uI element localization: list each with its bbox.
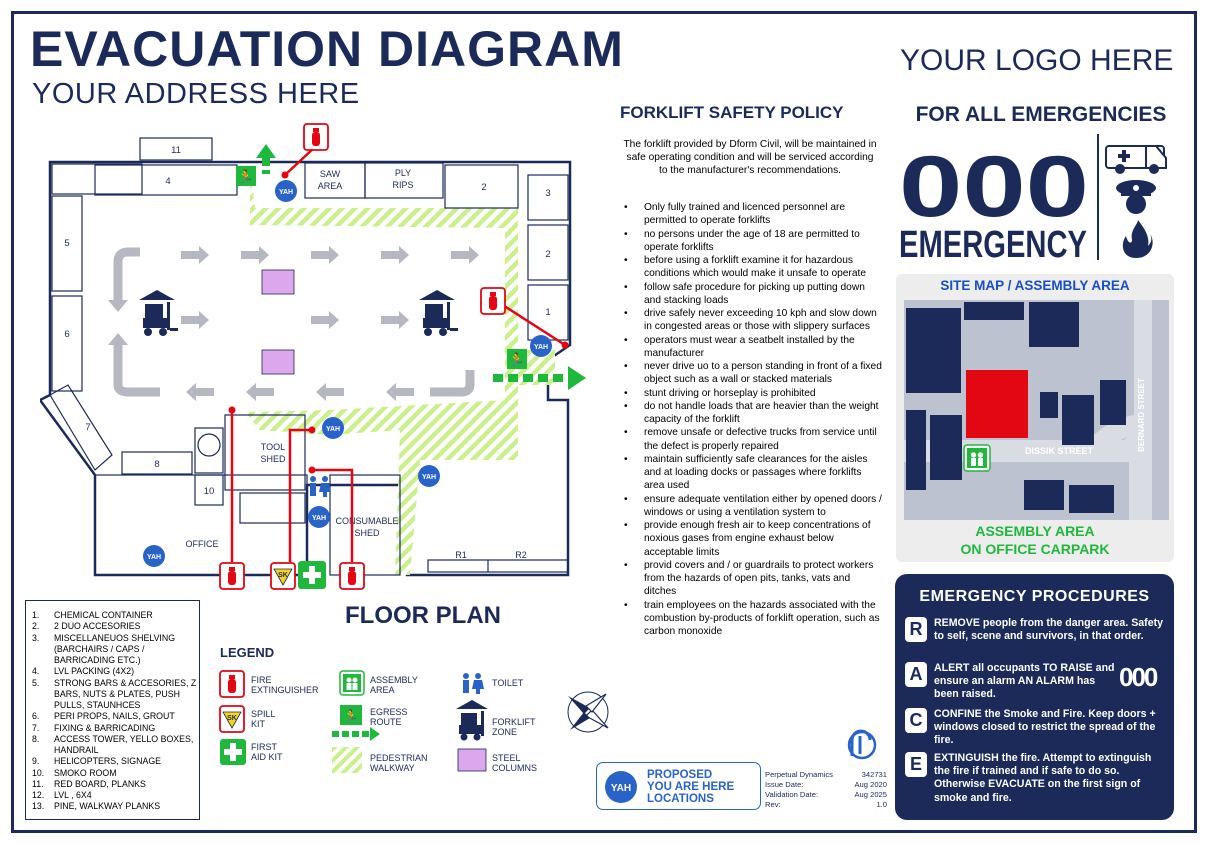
exit-sign-icon xyxy=(507,349,527,369)
site-map-drawing xyxy=(904,300,1169,520)
step-letter: E xyxy=(905,752,927,777)
tool-shed-label-2: SHED xyxy=(260,454,286,464)
legend-toilet-label: TOILET xyxy=(492,678,524,688)
policy-item: • ensure adequate ventilation either by opened doors / windows or using a ventilation system to xyxy=(622,493,884,520)
key-item xyxy=(32,723,200,734)
step-text: CONFINE the Smoke and Fire. Keep doors + windows closed to restrict the spread of the fire. xyxy=(934,708,1156,747)
step-letter: C xyxy=(905,708,927,733)
key-number: 9. xyxy=(32,756,40,767)
step-letter: A xyxy=(905,662,927,687)
svg-text:YAH: YAH xyxy=(325,426,341,433)
tool-shed-label: TOOL xyxy=(260,442,286,452)
svg-text:YAH: YAH xyxy=(610,783,632,794)
you-are-here-marker xyxy=(143,545,165,567)
legend-spill-label: SPILL KIT xyxy=(251,709,276,729)
policy-item: • drive safely never exceeding 10 kph and slow down in congested areas or those with slippery surfaces xyxy=(622,307,884,334)
emergency-procedures xyxy=(895,574,1174,820)
policy-item: • remove unsafe or defective trucks from service until the defect is properly repaired xyxy=(622,426,884,453)
consumable-label: CONSUMABLE xyxy=(335,516,399,526)
key-item xyxy=(32,734,200,757)
key-number: 7. xyxy=(32,722,40,733)
legend-walkway-label: PEDESTRIAN WALKWAY xyxy=(370,753,428,773)
site-map xyxy=(896,274,1174,562)
key-text: LVL PACKING (4X2) xyxy=(54,666,135,677)
policy-item: • never drive uo to a person standing in front of a fixed object such as a wall or stacked materials xyxy=(622,360,884,387)
key-text: CHEMICAL CONTAINER xyxy=(54,610,153,620)
validation-label: Validation Date: xyxy=(765,789,819,799)
key-number: 3. xyxy=(32,632,40,643)
legend-fire-label: FIRE EXTINGUISHER xyxy=(251,675,319,695)
logo-placeholder: YOUR LOGO HERE xyxy=(900,44,1174,77)
policy-item: • do not handle loads that are heavier than the weight capacity of the forklift xyxy=(622,400,884,427)
emergency-number: 000 xyxy=(899,139,1089,235)
svg-text:🏃: 🏃 xyxy=(343,709,359,723)
key-number: 11. xyxy=(32,778,44,789)
key-text: ACCESS TOWER, YELLO BOXES, HANDRAIL xyxy=(54,733,194,755)
legend-steel-label: STEEL COLUMNS xyxy=(492,753,538,773)
emergency-heading: FOR ALL EMERGENCIES xyxy=(915,103,1167,126)
you-are-here-marker xyxy=(530,335,552,357)
key-item xyxy=(32,621,200,632)
num-8: 8 xyxy=(154,459,160,470)
policy-item: • train employees on the hazards associated with the combustion by-products of forklift operation, such as carbon monoxide xyxy=(622,599,884,639)
key-item xyxy=(32,756,200,767)
validation-date: Aug 2025 xyxy=(854,789,887,799)
key-number: 10. xyxy=(32,767,45,778)
toilet-icon xyxy=(463,673,484,694)
doc-number: 342731 xyxy=(861,770,887,779)
policy-item: • before using a forklift examine it for hazardous conditions which would make it unsafe to operate xyxy=(622,254,884,281)
policy-item: • provide enough fresh air to keep concentrations of noxious gases from engine exhaust below acceptable limits xyxy=(622,519,884,559)
key-item xyxy=(32,678,200,712)
office-label: OFFICE xyxy=(185,539,219,549)
key-number: 1. xyxy=(32,610,40,620)
fire-extinguisher-icon xyxy=(340,563,364,589)
fire-icon xyxy=(1123,220,1153,258)
spill-kit-icon xyxy=(220,706,244,732)
svg-text:SK: SK xyxy=(227,715,237,722)
key-number: 13. xyxy=(32,801,45,812)
saw-label-2: AREA xyxy=(317,181,343,191)
num-5: 5 xyxy=(64,238,70,249)
issue-date: Aug 2020 xyxy=(854,779,887,789)
legend-assembly-label: ASSEMBLY AREA xyxy=(370,675,418,695)
north-compass-icon xyxy=(560,684,616,740)
key-text: SMOKO ROOM xyxy=(54,767,117,778)
yah-locations-note xyxy=(596,762,761,810)
num-2b: 2 xyxy=(545,249,551,260)
key-text: HELICOPTERS, SIGNAGE xyxy=(54,756,162,767)
address-text: YOUR ADDRESS HERE xyxy=(32,78,360,110)
assembly-area-line2: ON OFFICE CARPARK xyxy=(960,540,1110,557)
saw-label: SAW xyxy=(319,169,341,179)
steel-column-swatch xyxy=(458,749,486,771)
num-4: 4 xyxy=(165,176,171,187)
fire-extinguisher-icon xyxy=(220,563,244,589)
r2-label: R2 xyxy=(515,550,527,560)
svg-text:YAH: YAH xyxy=(421,474,437,481)
ambulance-icon xyxy=(1106,146,1166,174)
floor-plan-map xyxy=(40,118,600,598)
key-text: RED BOARD, PLANKS xyxy=(54,778,146,789)
step-text: EXTINGUISH the fire. Attempt to extinguish the fire if trained and if safe to do so. Otherwise EVACUATE on the first sign of smoke and fire. xyxy=(934,752,1152,804)
legend-forklift-label: FORKLIFT ZONE xyxy=(492,717,536,737)
svg-text:🏃: 🏃 xyxy=(508,352,526,367)
spill-kit-label: SK xyxy=(278,572,288,579)
assembly-area-line1: ASSEMBLY AREA xyxy=(975,523,1095,539)
spill-kit-icon xyxy=(271,563,295,589)
key-number: 12. xyxy=(32,790,45,800)
step-text: ALERT all occupants TO RAISE and ensure an alarm AN ALARM has been raised. xyxy=(934,662,1115,701)
key-item xyxy=(32,666,200,677)
key-item xyxy=(32,790,200,801)
key-number: 6. xyxy=(32,711,40,722)
svg-text:YAH: YAH xyxy=(278,189,294,196)
steel-column xyxy=(262,350,294,374)
you-are-here-marker xyxy=(418,465,440,487)
site-map-title: SITE MAP / ASSEMBLY AREA xyxy=(940,278,1130,293)
alarm-number: 000 xyxy=(1119,662,1157,692)
svg-text:YAH: YAH xyxy=(533,344,549,351)
walkway-swatch xyxy=(332,747,362,773)
legend-aid-label: FIRST AID KIT xyxy=(251,742,283,762)
key-number: 8. xyxy=(32,733,40,744)
storage-key-list xyxy=(32,610,200,813)
revision: 1.0 xyxy=(876,799,887,809)
key-text: FIXING & BARRICADING xyxy=(54,722,156,733)
svg-text:YAH: YAH xyxy=(146,554,162,561)
key-text: 2 DUO ACCESORIES xyxy=(54,621,141,632)
first-aid-icon xyxy=(220,739,246,765)
policy-list xyxy=(622,201,884,638)
issue-label: Issue Date: xyxy=(765,779,804,789)
key-text: MISCELLANEUOS SHELVING (BARCHAIRS / CAPS / BARRICADING ETC.) xyxy=(54,632,176,665)
policy-item: • Only fully trained and licenced personnel are permitted to operate forklifts xyxy=(622,201,884,228)
yah-line3: LOCATIONS xyxy=(647,793,714,806)
company-logo-icon xyxy=(842,726,880,764)
key-text: PERI PROPS, NAILS, GROUT xyxy=(54,711,175,722)
key-number: 4. xyxy=(32,666,40,677)
you-are-here-marker xyxy=(322,417,344,439)
steel-column xyxy=(262,270,294,294)
assembly-area-icon xyxy=(340,671,364,695)
storage-key xyxy=(25,600,200,820)
policy-item: • provid covers and / or guardrails to protect workers from the hazards of open pits, tanks, vats and ditches xyxy=(622,559,884,599)
policy-item: • no persons under the age of 18 are permitted to operate forklifts xyxy=(622,228,884,255)
yah-marker-icon xyxy=(603,769,639,805)
you-are-here-marker xyxy=(308,506,330,528)
svg-text:🏃: 🏃 xyxy=(237,169,255,184)
forklift-zone-icon xyxy=(456,700,488,741)
fire-extinguisher-icon xyxy=(220,671,244,697)
num-11: 11 xyxy=(171,145,181,156)
num-2a: 2 xyxy=(481,182,487,193)
yah-line2: YOU ARE HERE xyxy=(647,781,735,794)
emergency-word: EMERGENCY xyxy=(899,224,1087,264)
ply-label-2: RIPS xyxy=(392,180,414,190)
legend-egress-label: EGRESS ROUTE xyxy=(370,707,408,727)
num-7: 7 xyxy=(85,422,91,433)
key-item xyxy=(32,633,200,667)
key-item xyxy=(32,610,200,621)
policy-intro: The forklift provided by Dform Civil, will be maintained in safe operating condition and will be serviced according to the manufacturer's recommendations. xyxy=(623,139,877,177)
policy-title: FORKLIFT SAFETY POLICY xyxy=(620,103,844,122)
key-item xyxy=(32,768,200,779)
you-are-here-marker xyxy=(275,180,297,202)
num-6: 6 xyxy=(64,329,70,340)
floor-plan-title: FLOOR PLAN xyxy=(345,602,501,629)
company-name: Perpetual Dynamics xyxy=(765,770,833,779)
policy-item: • operators must wear a seatbelt installed by the manufacturer xyxy=(622,334,884,361)
key-item xyxy=(32,711,200,722)
key-number: 2. xyxy=(32,621,40,632)
policy-item: • follow safe procedure for picking up putting down and stacking loads xyxy=(622,281,884,308)
svg-text:YAH: YAH xyxy=(311,515,327,522)
policy-item: • stunt driving or horseplay is prohibited xyxy=(622,387,884,400)
police-icon xyxy=(1116,180,1156,214)
num-10: 10 xyxy=(203,486,215,497)
procedures-title: EMERGENCY PROCEDURES xyxy=(919,588,1150,605)
step-letter: R xyxy=(905,617,927,642)
fire-extinguisher-icon xyxy=(304,124,328,150)
rev-label: Rev: xyxy=(765,799,781,809)
r1-label: R1 xyxy=(455,550,467,560)
step-text: REMOVE people from the danger area. Safety to self, scene and survivors, in that order. xyxy=(934,617,1164,643)
key-number: 5. xyxy=(32,677,40,688)
num-3: 3 xyxy=(545,188,551,199)
yah-line1: PROPOSED xyxy=(647,769,713,781)
assembly-area-icon xyxy=(964,445,990,471)
key-text: STRONG BARS & ACCESORIES, Z BARS, NUTS & PLATES, PUSH PULLS, STAUNHCES xyxy=(54,677,197,710)
policy-item: • maintain sufficiently safe clearances for the aisles and at loading docks or passages where forklifts area used xyxy=(622,453,884,493)
fire-extinguisher-icon xyxy=(481,288,505,314)
key-item xyxy=(32,779,200,790)
num-1: 1 xyxy=(545,307,551,318)
bernard-street-label: BERNARD STREET xyxy=(1137,378,1146,452)
exit-sign-icon xyxy=(236,166,256,186)
dissik-street-label: DISSIK STREET xyxy=(1024,446,1094,456)
legend-title: LEGEND xyxy=(220,645,275,660)
key-text: PINE, WALKWAY PLANKS xyxy=(54,801,161,812)
ply-label: PLY xyxy=(394,168,412,178)
key-text: LVL , 6X4 xyxy=(54,790,92,800)
document-info xyxy=(765,770,887,809)
first-aid-icon xyxy=(298,561,326,589)
page-title: EVACUATION DIAGRAM xyxy=(30,21,624,77)
emergency-number-graphic xyxy=(898,132,1188,264)
consumable-label-2: SHED xyxy=(354,528,380,538)
key-item xyxy=(32,801,200,812)
